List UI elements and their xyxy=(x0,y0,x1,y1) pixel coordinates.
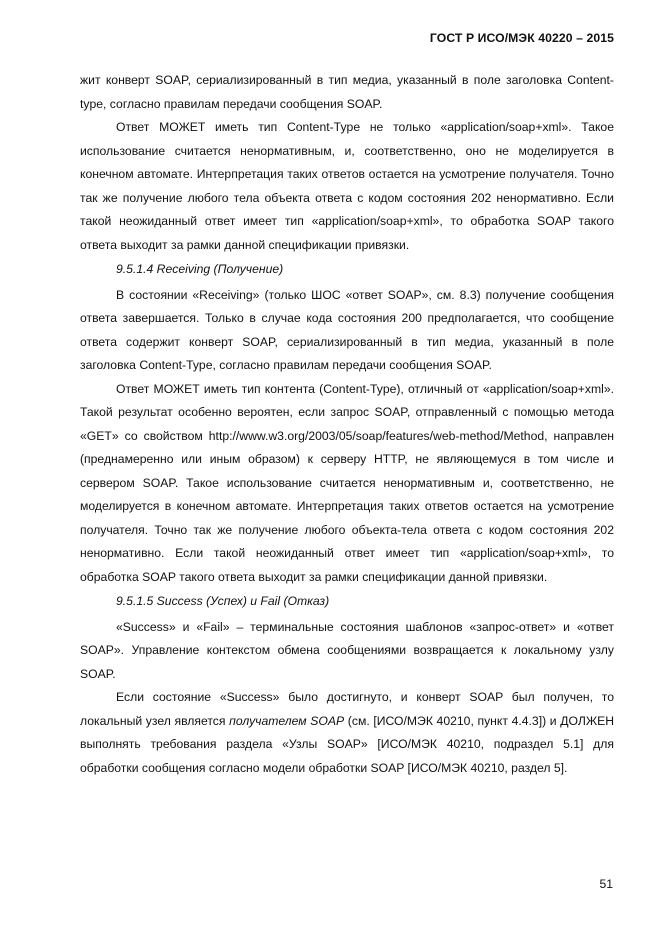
paragraph-terminal-states: «Success» и «Fail» – терминальные состояния шаблонов «запрос-ответ» и «ответ SOAP». Управление контекстом обмена сообщениями возвращается к локальному узлу SOAP. xyxy=(80,619,614,681)
document-body xyxy=(80,69,614,780)
paragraph-continuation: жит конверт SOAP, сериализированный в тип медиа, указанный в поле заголовка Content-type, согласно правилам передачи сообщения SOAP. xyxy=(80,73,614,111)
paragraph-receiving-state: В состоянии «Receiving» (только ШОС «ответ SOAP», см. 8.3) получение сообщения ответа завершается. Только в случае кода состояния 200 предполагается, что сообщение ответа содержит конверт SOAP, сериализированный в тип медиа, указанный в поле заголовка Content-Type, согласно правилам передачи сообщения SOAP. xyxy=(80,287,614,372)
paragraph-success-processing xyxy=(80,686,614,780)
paragraph-unexpected-content-type: Ответ МОЖЕТ иметь тип контента (Content-Type), отличный от «application/soap+xml». Такой результат особенно вероятен, если запрос SOAP, отправленный с помощью метода «GET» со свойством http://www.w3.org/2003/05/soap/features/web-method/Method, направлен (преднамеренно или иным образом) к серверу HTTP, не являющемуся в том числе и сервером SOAP. Такое использование считается ненормативным и, соответственно, не моделируется в конечном автомате. Интерпретация таких ответов остается на усмотрение получателя. Точно так же получение любого объекта-тела ответа с кодом состояния 202 ненормативно. Если такой неожиданный ответ имеет тип «application/soap+xml», то обработка SOAP такого ответа выходит за рамки спецификации данной привязки. xyxy=(80,381,614,584)
text-segment: (см. [ИСО/МЭК 40210, пункт 4.4.3]) и ДОЛЖЕН выполнять требования раздела «Узлы SOAP» [ИСО/МЭК 40210, подраздел 5.1] для обработки сообщения согласно модели обработки SOAP [ИСО/МЭК 40210, раздел 5]. xyxy=(80,713,614,775)
section-heading-success-fail: 9.5.1.5 Success (Успех) и Fail (Отказ) xyxy=(116,594,330,608)
page-number: 51 xyxy=(599,877,613,891)
paragraph-content-type-response: Ответ МОЖЕТ иметь тип Content-Type не только «application/soap+xml». Такое использование считается ненормативным, и, соответственно, оно не моделируется в конечном автомате. Интерпретация таких ответов остается на усмотрение получателя. Точно так же получение любого тела объекта ответа с кодом состояния 202 ненормативно. Если такой неожиданный ответ имеет тип «application/soap+xml», то обработка SOAP такого ответа выходит за рамки данной спецификации привязки. xyxy=(80,120,614,252)
emphasis-term: получателем SOAP xyxy=(229,713,345,728)
text-segment: Если состояние «Success» было достигнуто, и конверт SOAP был получен, то локальный узел является xyxy=(80,690,614,728)
section-heading-receiving: 9.5.1.4 Receiving (Получение) xyxy=(116,262,284,276)
standard-designation: ГОСТ Р ИСО/МЭК 40220 – 2015 xyxy=(429,31,614,45)
